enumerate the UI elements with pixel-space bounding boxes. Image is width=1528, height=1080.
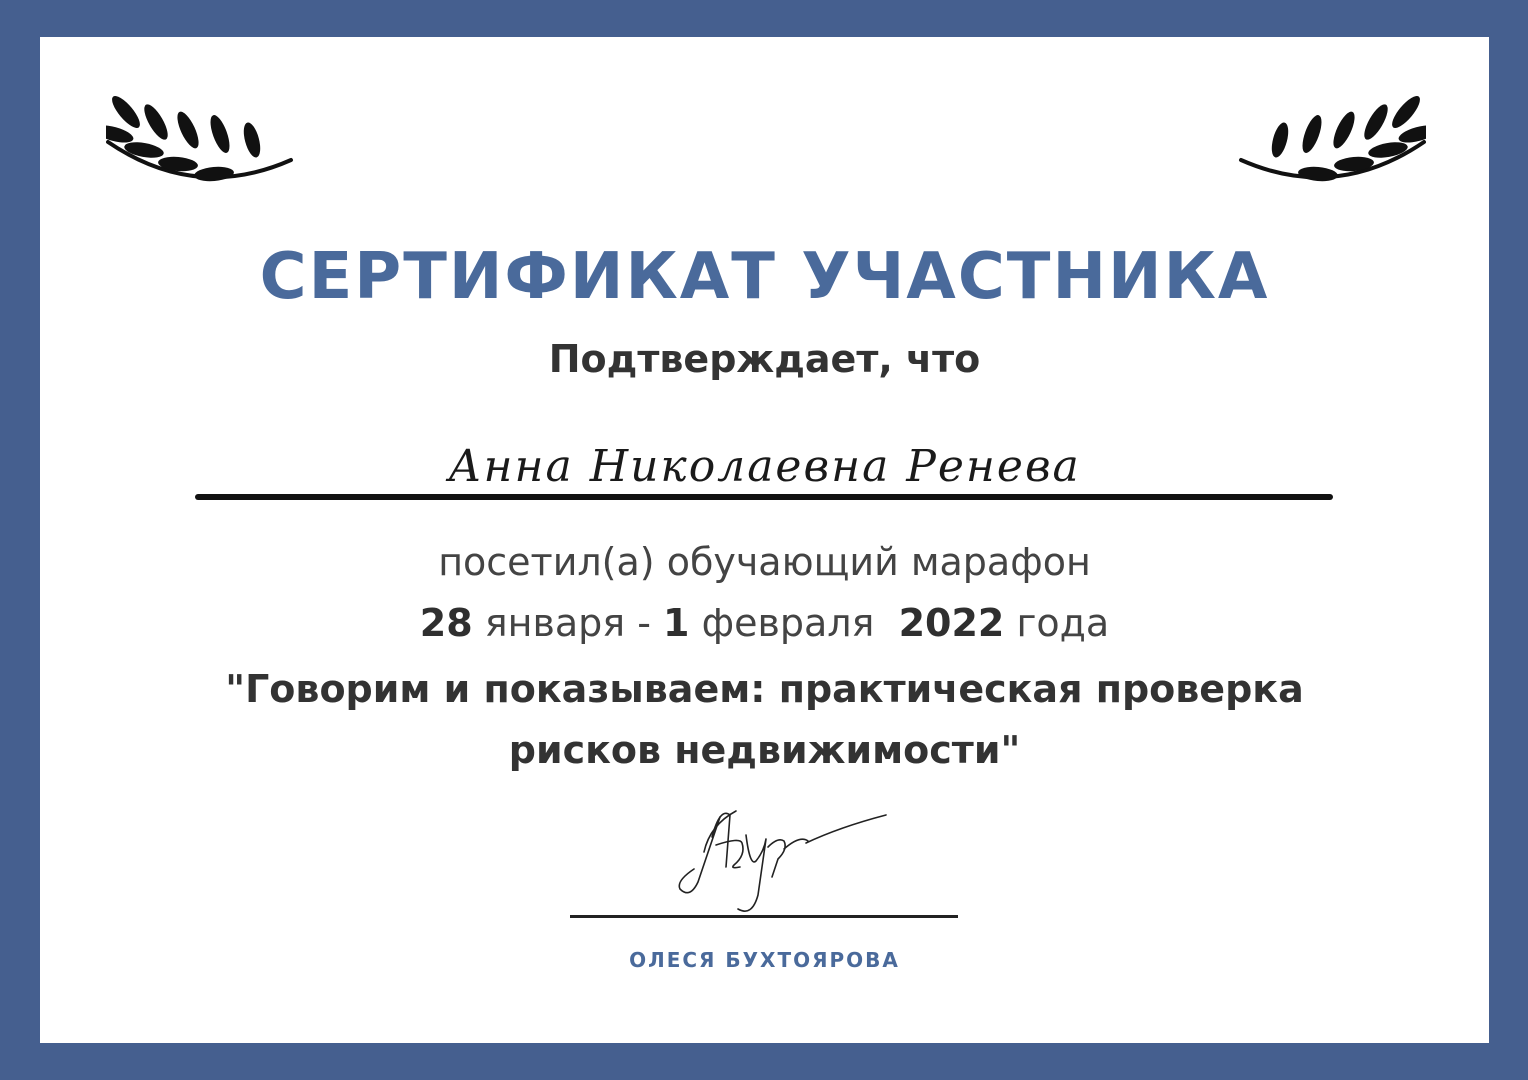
date-dash: -	[637, 601, 651, 645]
certificate-sheet	[40, 37, 1489, 1043]
recipient-name: Анна Николаевна Ренева	[448, 441, 1081, 492]
course-title-line1: "Говорим и показываем: практическая проверка	[225, 667, 1304, 711]
start-month: января	[484, 601, 626, 645]
course-title-line2: рисков недвижимости"	[508, 728, 1021, 772]
end-month: февраля	[701, 601, 875, 645]
confirms-text: Подтверждает, что	[548, 337, 981, 381]
course-title	[140, 659, 1389, 781]
laurel-left-icon	[106, 82, 296, 192]
signer-name: ОЛЕСЯ БУХТОЯРОВА	[629, 948, 900, 972]
event-dates	[40, 598, 1489, 648]
end-day: 1	[663, 601, 690, 645]
signature-image	[660, 797, 890, 917]
start-day: 28	[419, 601, 473, 645]
signature-line	[570, 915, 958, 918]
laurel-right-icon	[1236, 82, 1426, 192]
name-underline	[195, 494, 1333, 500]
certificate-title: СЕРТИФИКАТ УЧАСТНИКА	[259, 240, 1270, 314]
attended-text: посетил(а) обучающий марафон	[438, 540, 1091, 584]
year-word: года	[1016, 601, 1110, 645]
event-year: 2022	[898, 601, 1005, 645]
